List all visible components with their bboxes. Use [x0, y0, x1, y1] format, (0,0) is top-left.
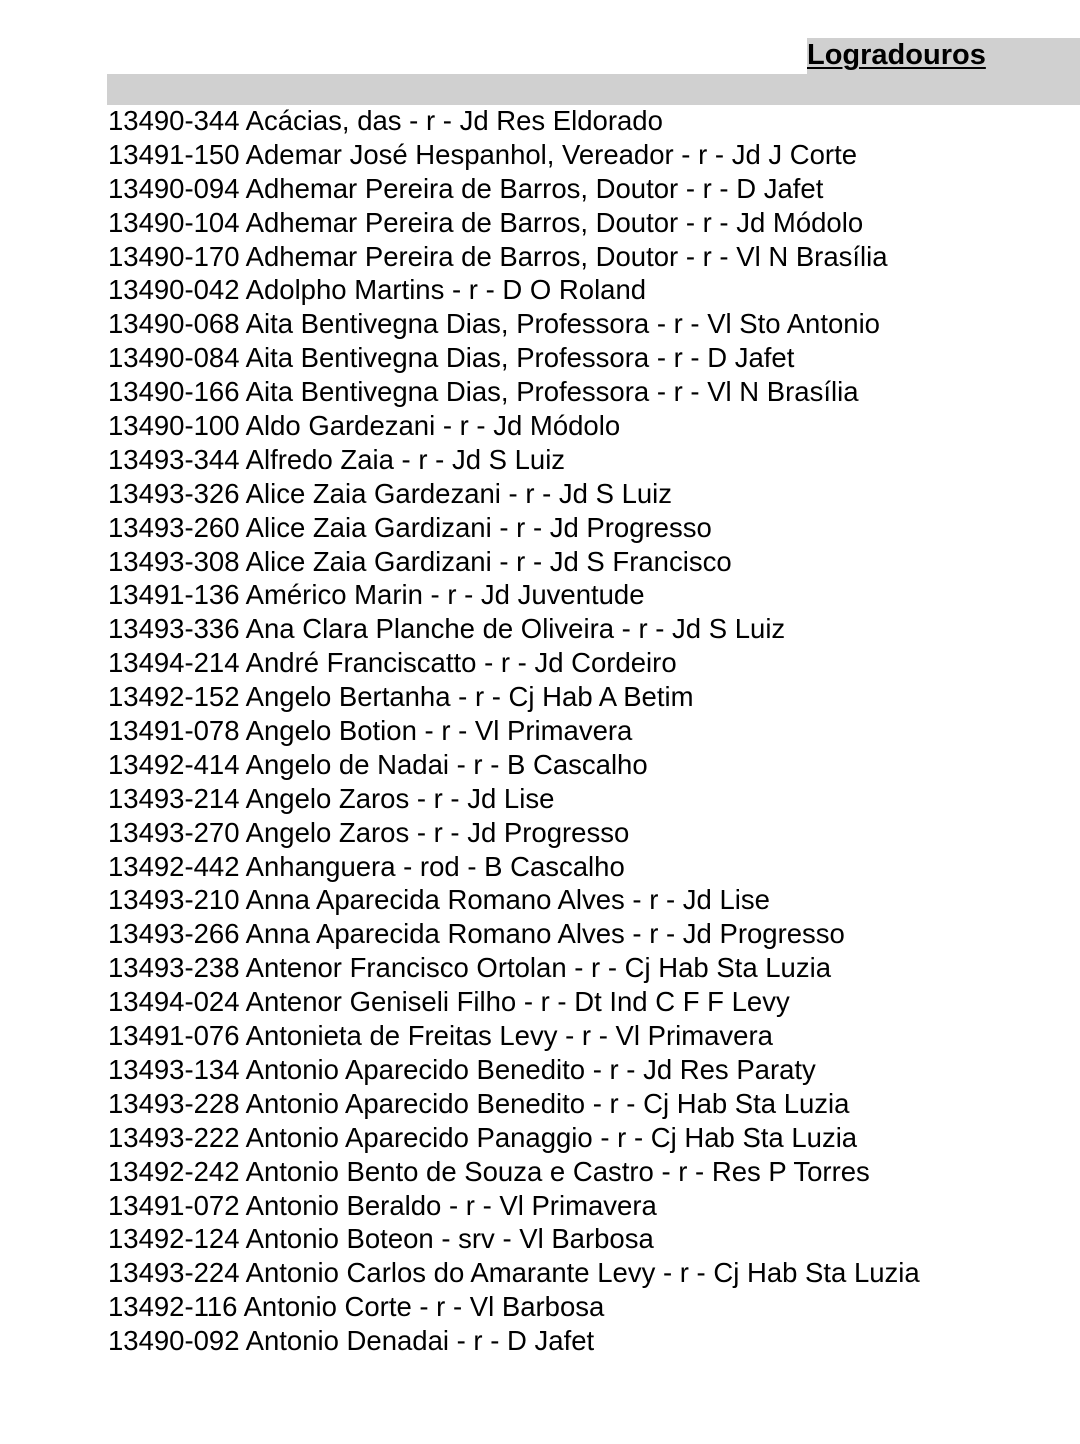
list-item: 13492-152 Angelo Bertanha - r - Cj Hab A Betim [108, 681, 694, 713]
page-title: Logradouros [807, 39, 986, 71]
list-item: 13493-134 Antonio Aparecido Benedito - r - Jd Res Paraty [108, 1053, 816, 1085]
list-item: 13492-442 Anhanguera - rod - B Cascalho [108, 850, 625, 882]
list-item: 13493-214 Angelo Zaros - r - Jd Lise [108, 782, 555, 814]
list-item: 13493-326 Alice Zaia Gardezani - r - Jd S Luiz [108, 477, 673, 509]
list-item: 13493-224 Antonio Carlos do Amarante Levy - r - Cj Hab Sta Luzia [108, 1257, 920, 1289]
list-item: 13492-116 Antonio Corte - r - Vl Barbosa [108, 1291, 605, 1323]
list-item: 13490-042 Adolpho Martins - r - D O Roland [108, 274, 647, 306]
header-bar [107, 74, 1080, 105]
list-item: 13493-260 Alice Zaia Gardizani - r - Jd Progresso [108, 511, 712, 543]
list-item: 13493-210 Anna Aparecida Romano Alves - r - Jd Lise [108, 884, 770, 916]
list-item: 13494-214 André Franciscatto - r - Jd Cordeiro [108, 647, 677, 679]
list-item: 13490-170 Adhemar Pereira de Barros, Doutor - r - Vl N Brasília [108, 240, 888, 272]
list-item: 13491-078 Angelo Botion - r - Vl Primavera [108, 715, 633, 747]
list-item: 13494-024 Antenor Geniseli Filho - r - Dt Ind C F F Levy [108, 986, 790, 1018]
list-item: 13493-266 Anna Aparecida Romano Alves - r - Jd Progresso [108, 918, 845, 950]
list-item: 13493-336 Ana Clara Planche de Oliveira - r - Jd S Luiz [108, 613, 786, 645]
list-item: 13491-150 Ademar José Hespanhol, Vereador - r - Jd J Corte [108, 138, 858, 170]
list-item: 13490-344 Acácias, das - r - Jd Res Eldorado [108, 105, 663, 136]
list-item: 13493-308 Alice Zaia Gardizani - r - Jd S Francisco [108, 545, 732, 577]
list-item: 13492-124 Antonio Boteon - srv - Vl Barbosa [108, 1223, 654, 1255]
list-item: 13490-104 Adhemar Pereira de Barros, Doutor - r - Jd Módolo [108, 206, 864, 238]
list-item: 13493-222 Antonio Aparecido Panaggio - r - Cj Hab Sta Luzia [108, 1121, 858, 1153]
list-item: 13492-242 Antonio Bento de Souza e Castro - r - Res P Torres [108, 1155, 870, 1187]
list-item: 13490-094 Adhemar Pereira de Barros, Doutor - r - D Jafet [108, 172, 824, 204]
list-item: 13493-228 Antonio Aparecido Benedito - r - Cj Hab Sta Luzia [108, 1087, 850, 1119]
list-item: 13490-100 Aldo Gardezani - r - Jd Módolo [108, 410, 621, 442]
list-item: 13493-344 Alfredo Zaia - r - Jd S Luiz [108, 443, 566, 475]
list-item: 13490-068 Aita Bentivegna Dias, Professora - r - Vl Sto Antonio [108, 308, 880, 340]
street-list [108, 104, 920, 1358]
list-item: 13491-076 Antonieta de Freitas Levy - r - Vl Primavera [108, 1020, 773, 1052]
list-item: 13490-092 Antonio Denadai - r - D Jafet [108, 1325, 595, 1357]
list-item: 13491-072 Antonio Beraldo - r - Vl Primavera [108, 1189, 657, 1221]
list-item: 13493-270 Angelo Zaros - r - Jd Progresso [108, 816, 630, 848]
list-item: 13493-238 Antenor Francisco Ortolan - r - Cj Hab Sta Luzia [108, 952, 832, 984]
list-item: 13491-136 Américo Marin - r - Jd Juventude [108, 579, 645, 611]
list-item: 13492-414 Angelo de Nadai - r - B Cascalho [108, 748, 648, 780]
list-item: 13490-166 Aita Bentivegna Dias, Professora - r - Vl N Brasília [108, 376, 859, 408]
list-item: 13490-084 Aita Bentivegna Dias, Professora - r - D Jafet [108, 342, 795, 374]
